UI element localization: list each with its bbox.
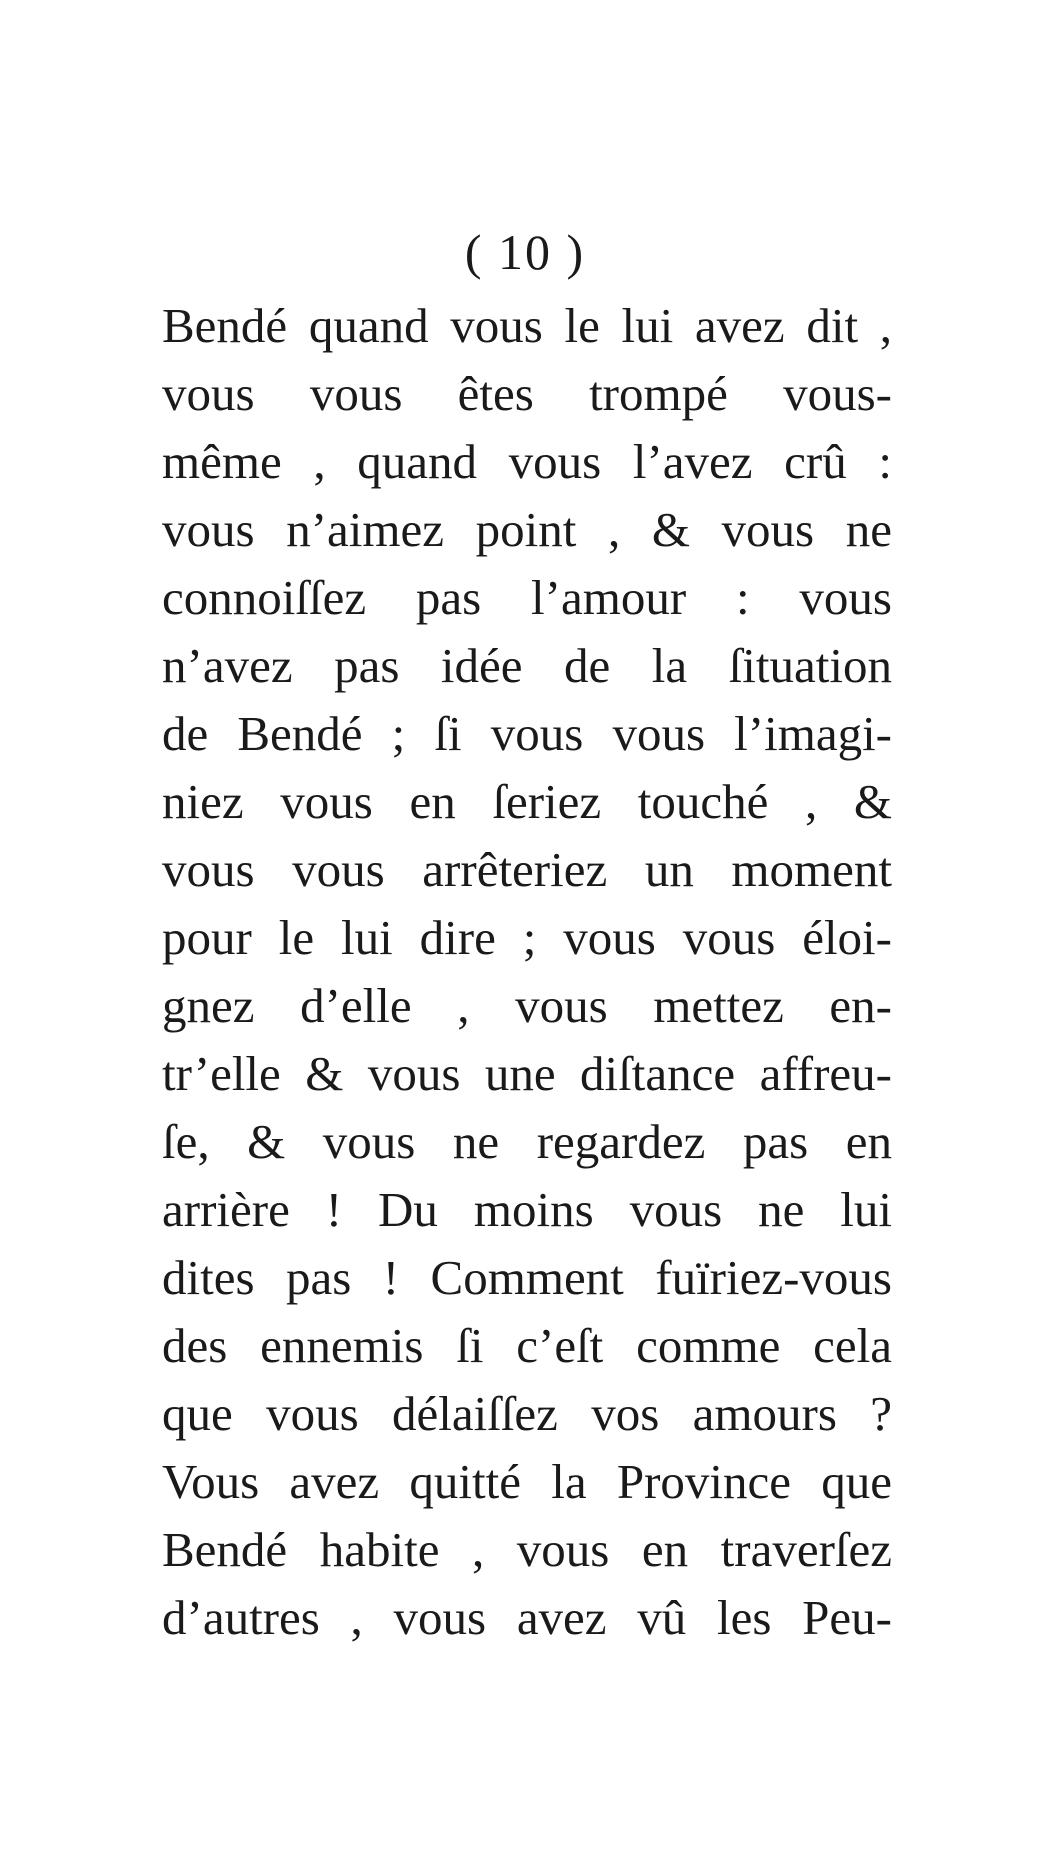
- text-line: connoiſſez pas l’amour : vous: [162, 570, 892, 625]
- text-line: gnez d’elle , vous mettez en-: [162, 978, 892, 1033]
- text-line: Bendé habite , vous en traverſez: [162, 1522, 892, 1577]
- page-number: ( 10 ): [464, 224, 586, 280]
- text-line: vous vous arrêteriez un moment: [162, 842, 892, 897]
- text-line: même , quand vous l’avez crû :: [162, 434, 892, 489]
- text-line: arrière ! Du moins vous ne lui: [162, 1182, 892, 1237]
- text-line: niez vous en ſeriez touché , &: [162, 774, 892, 829]
- text-line: Bendé quand vous le lui avez dit ,: [162, 298, 892, 353]
- text-line: pour le lui dire ; vous vous éloi-: [162, 910, 892, 965]
- text-line: tr’elle & vous une diſtance affreu-: [162, 1046, 892, 1101]
- text-line: vous vous êtes trompé vous-: [162, 366, 892, 421]
- text-line: ſe, & vous ne regardez pas en: [162, 1114, 892, 1169]
- text-line: d’autres , vous avez vû les Peu-: [162, 1590, 892, 1645]
- text-line: n’avez pas idée de la ſituation: [162, 638, 892, 693]
- body-text: [162, 292, 892, 1652]
- text-line: que vous délaiſſez vos amours ?: [162, 1386, 892, 1441]
- text-line: vous n’aimez point , & vous ne: [162, 502, 892, 557]
- text-line: dites pas ! Comment fuïriez-vous: [162, 1250, 892, 1305]
- text-line: des ennemis ſi c’eſt comme cela: [162, 1318, 892, 1373]
- text-line: Vous avez quitté la Province que: [162, 1454, 892, 1509]
- text-line: de Bendé ; ſi vous vous l’imagi-: [162, 706, 892, 761]
